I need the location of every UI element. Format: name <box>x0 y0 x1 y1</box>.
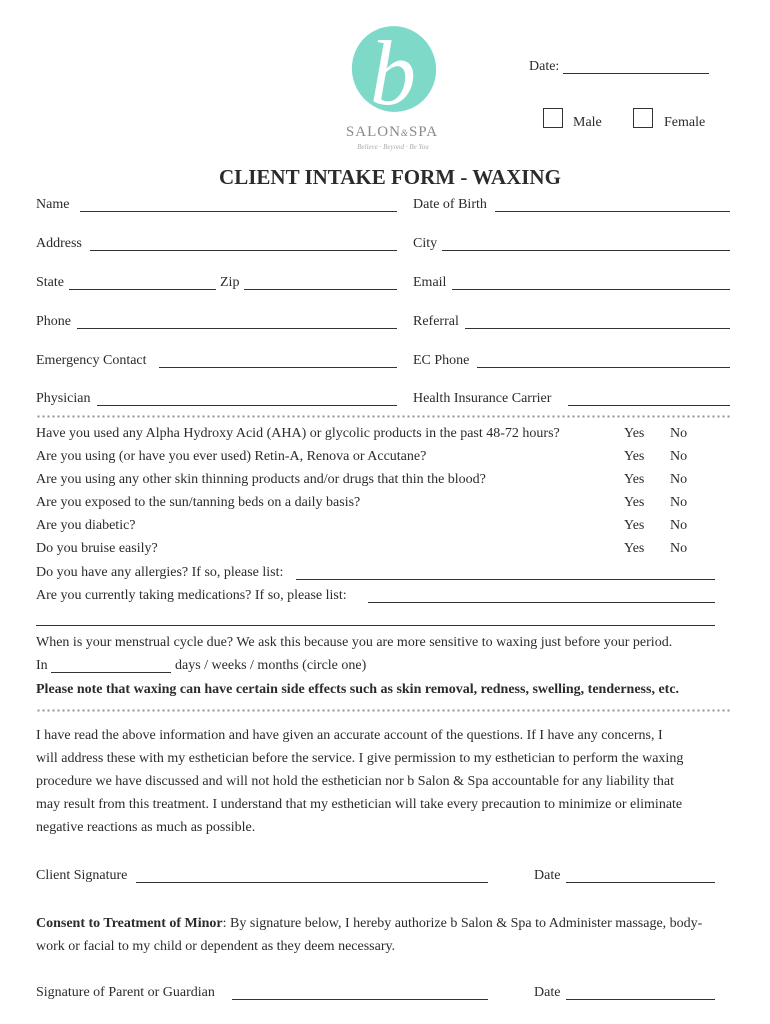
cycle-in-label: In <box>36 658 48 673</box>
cycle-amount-field[interactable] <box>51 672 171 673</box>
insurance-field[interactable] <box>568 405 730 406</box>
client-signature-field[interactable] <box>136 882 488 883</box>
zip-field[interactable] <box>244 289 397 290</box>
email-label: Email <box>413 275 447 290</box>
agreement-line-3: procedure we have discussed and will not hold the esthetician nor b Salon & Spa accountable for any liability that <box>36 774 674 789</box>
guardian-signature-field[interactable] <box>232 999 488 1000</box>
address-label: Address <box>36 236 82 251</box>
question-4: Are you exposed to the sun/tanning beds on a daily basis? <box>36 495 361 510</box>
agreement-line-4: may result from this treatment. I understand that my esthetician will take every precaution to minimize or eliminate <box>36 797 683 812</box>
medications-field[interactable] <box>368 602 715 603</box>
zip-label: Zip <box>220 275 240 290</box>
state-field[interactable] <box>69 289 216 290</box>
name-label: Name <box>36 197 70 212</box>
agreement-line-2: will address these with my esthetician before the service. I give permission to my esthetician to perform the waxing <box>36 751 684 766</box>
client-signature-label: Client Signature <box>36 868 128 883</box>
medications-label: Are you currently taking medications? If so, please list: <box>36 588 347 603</box>
logo-brand-right: SPA <box>408 124 439 140</box>
referral-field[interactable] <box>465 328 730 329</box>
logo-tagline: Believe · Beyond · Be You <box>357 143 429 151</box>
client-date-label: Date <box>534 868 561 883</box>
ec-phone-label: EC Phone <box>413 353 470 368</box>
logo-brand-amp: & <box>400 128 409 138</box>
question-6-no[interactable]: No <box>670 541 688 556</box>
consent-heading: Consent to Treatment of Minor <box>36 916 223 931</box>
male-label: Male <box>573 115 602 130</box>
consent-text <box>36 912 736 958</box>
address-field[interactable] <box>90 250 397 251</box>
question-5-yes[interactable]: Yes <box>624 518 645 533</box>
name-field[interactable] <box>80 211 397 212</box>
question-4-yes[interactable]: Yes <box>624 495 645 510</box>
question-1: Have you used any Alpha Hydroxy Acid (AHA) or glycolic products in the past 48-72 hours? <box>36 426 560 441</box>
question-6: Do you bruise easily? <box>36 541 158 556</box>
question-1-yes[interactable]: Yes <box>624 426 645 441</box>
insurance-label: Health Insurance Carrier <box>413 391 552 406</box>
city-field[interactable] <box>442 250 730 251</box>
state-label: State <box>36 275 64 290</box>
agreement-line-5: negative reactions as much as possible. <box>36 820 256 835</box>
dob-field[interactable] <box>495 211 730 212</box>
emergency-contact-label: Emergency Contact <box>36 353 147 368</box>
question-3-no[interactable]: No <box>670 472 688 487</box>
dob-label: Date of Birth <box>413 197 487 212</box>
guardian-signature-label: Signature of Parent or Guardian <box>36 985 215 1000</box>
svg-text:b: b <box>370 22 416 122</box>
cycle-units-label: days / weeks / months (circle one) <box>175 658 367 673</box>
agreement-text <box>36 724 736 839</box>
phone-field[interactable] <box>77 328 397 329</box>
question-2-yes[interactable]: Yes <box>624 449 645 464</box>
page-title: CLIENT INTAKE FORM - WAXING <box>219 165 561 189</box>
question-5: Are you diabetic? <box>36 518 136 533</box>
side-effects-note: Please note that waxing can have certain side effects such as skin removal, redness, swelling, tenderness, etc. <box>36 682 680 697</box>
consent-body: : By signature below, I hereby authorize b Salon & Spa to Administer massage, body- <box>222 916 703 931</box>
divider-bottom <box>36 708 730 713</box>
cycle-question: When is your menstrual cycle due? We ask this because you are more sensitive to waxing just before your period. <box>36 635 673 650</box>
medications-field-extra[interactable] <box>36 625 715 626</box>
header-date-field[interactable] <box>563 73 709 74</box>
logo-brand-left: SALON <box>345 124 401 140</box>
referral-label: Referral <box>413 314 459 329</box>
female-checkbox[interactable] <box>633 108 653 128</box>
female-label: Female <box>664 115 706 130</box>
physician-label: Physician <box>36 391 91 406</box>
header-date-label: Date: <box>529 59 560 74</box>
question-5-no[interactable]: No <box>670 518 688 533</box>
question-3-yes[interactable]: Yes <box>624 472 645 487</box>
allergies-label: Do you have any allergies? If so, please list: <box>36 565 284 580</box>
consent-body-2: work or facial to my child or dependent as they deem necessary. <box>36 939 396 954</box>
salon-logo <box>340 22 450 157</box>
agreement-line-1: I have read the above information and have given an accurate account of the questions. If I have any concerns, I <box>36 728 663 743</box>
client-date-field[interactable] <box>566 882 715 883</box>
question-2-no[interactable]: No <box>670 449 688 464</box>
emergency-contact-field[interactable] <box>159 367 397 368</box>
question-6-yes[interactable]: Yes <box>624 541 645 556</box>
logo-mark-icon <box>340 22 450 122</box>
guardian-date-label: Date <box>534 985 561 1000</box>
guardian-date-field[interactable] <box>566 999 715 1000</box>
allergies-field[interactable] <box>296 579 715 580</box>
physician-field[interactable] <box>97 405 397 406</box>
phone-label: Phone <box>36 314 71 329</box>
question-2: Are you using (or have you ever used) Retin-A, Renova or Accutane? <box>36 449 427 464</box>
question-4-no[interactable]: No <box>670 495 688 510</box>
question-1-no[interactable]: No <box>670 426 688 441</box>
divider-top <box>36 414 730 419</box>
city-label: City <box>413 236 438 251</box>
male-checkbox[interactable] <box>543 108 563 128</box>
email-field[interactable] <box>452 289 730 290</box>
ec-phone-field[interactable] <box>477 367 730 368</box>
question-3: Are you using any other skin thinning products and/or drugs that thin the blood? <box>36 472 486 487</box>
